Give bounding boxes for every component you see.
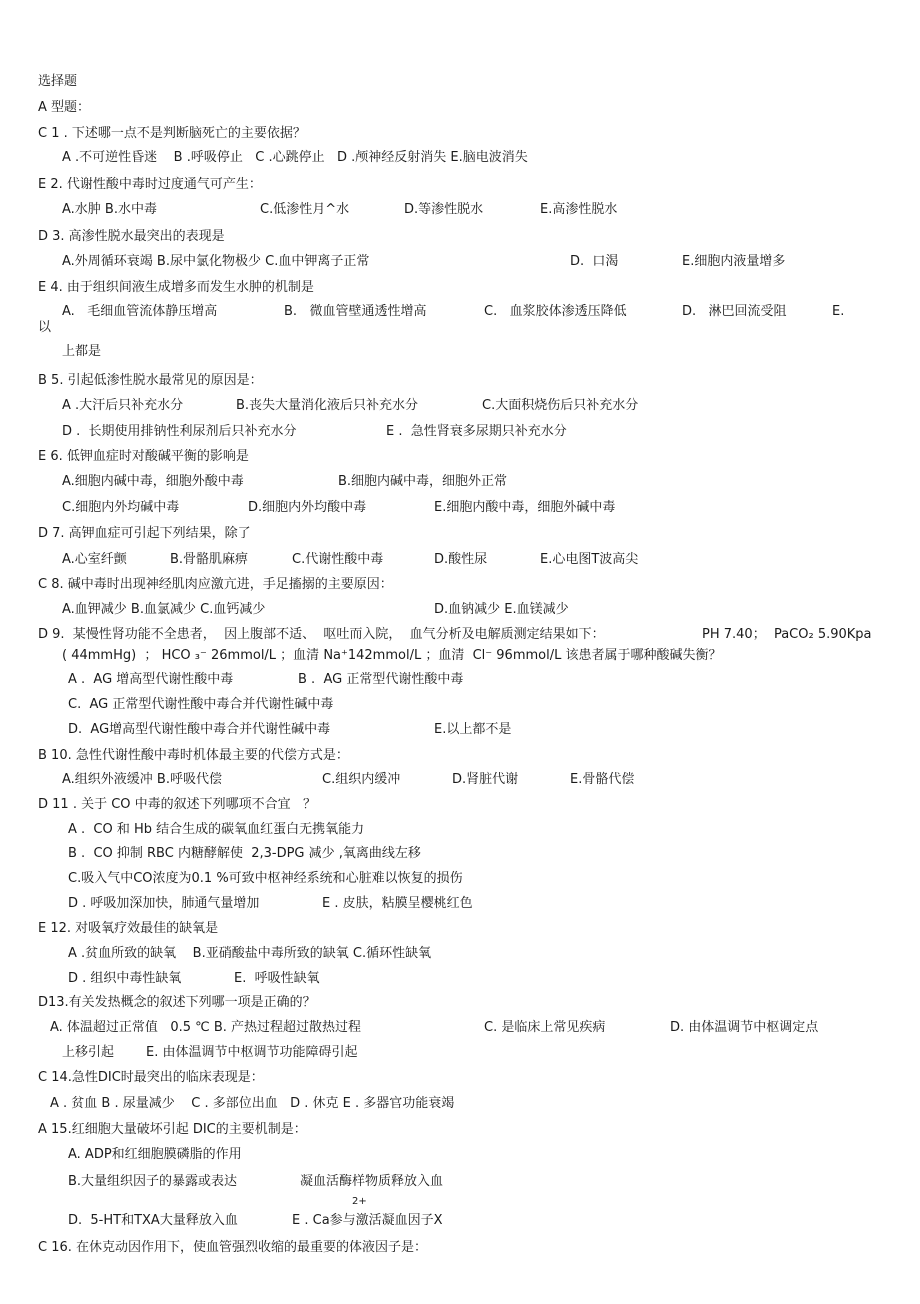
question-4-option-c: C. 血浆胶体渗透压降低 [484, 304, 627, 319]
question-11-option-c: C.吸入气中CO浓度为0.1 %可致中枢神经系统和心脏难以恢复的损伤 [68, 871, 463, 886]
question-5-stem: B 5. 引起低渗性脱水最常见的原因是： [38, 373, 263, 388]
question-11-option-a: A . CO 和 Hb 结合生成的碳氧血红蛋白无携氧能力 [68, 822, 365, 837]
question-11-option-e: E . 皮肤，粘膜呈樱桃红色 [322, 896, 473, 911]
question-4-stem: E 4. 由于组织间液生成增多而发生水肿的机制是 [38, 280, 314, 295]
question-10-option-ab: A.组织外液缓冲 B.呼吸代偿 [62, 772, 222, 787]
question-16-stem: C 16. 在休克动因作用下，使血管强烈收缩的最重要的体液因子是： [38, 1240, 428, 1255]
question-15-option-e: E . Ca参与激活凝血因子X [292, 1213, 443, 1228]
question-10-option-e: E.骨骼代偿 [570, 772, 635, 787]
question-3-option-d: D. 口渴 [570, 254, 619, 269]
question-6-option-e: E.细胞内酸中毒，细胞外碱中毒 [434, 500, 616, 515]
question-7-option-d: D.酸性尿 [434, 552, 488, 567]
question-11-option-b: B . CO 抑制 RBC 内糖酵解使 2,3-DPG 减少 ,氧离曲线左移 [68, 846, 421, 861]
question-5-option-b: B.丧失大量消化液后只补充水分 [236, 398, 419, 413]
question-15-option-d: D. 5-HT和TXA大量释放入血 [68, 1213, 238, 1228]
question-15-option-a: A. ADP和红细胞膜磷脂的作用 [68, 1147, 242, 1162]
question-11-option-d: D . 呼吸加深加快，肺通气量增加 [68, 896, 260, 911]
question-9-stem-line2: ( 44mmHg) ； HCO ₃⁻ 26mmol/L ；血清 Na⁺142mmol/L ；血清 Cl⁻ 96mmol/L 该患者属于哪种酸碱失衡？ [62, 648, 722, 663]
question-9-option-e: E.以上都不是 [434, 722, 512, 737]
question-8-option-abc: A.血钾减少 B.血氯减少 C.血钙减少 [62, 602, 266, 617]
question-5-option-c: C.大面积烧伤后只补充水分 [482, 398, 639, 413]
question-9-stem: D 9. 某慢性肾功能不全患者， 因上腹部不适、 呕吐而入院， 血气分析及电解质测定结果如下： [38, 627, 605, 642]
question-12-option-e: E. 呼吸性缺氧 [234, 971, 320, 986]
question-5-option-a: A .大汗后只补充水分 [62, 398, 184, 413]
question-2-option-ab: A.水肿 B.水中毒 [62, 202, 157, 217]
question-3-option-e: E.细胞内液量增多 [682, 254, 786, 269]
question-7-stem: D 7. 高钾血症可引起下列结果，除了 [38, 526, 251, 541]
question-12-option-abc: A .贫血所致的缺氧 B.亚硝酸盐中毒所致的缺氧 C.循环性缺氧 [68, 946, 432, 961]
question-15-option-b2: 凝血活酶样物质释放入血 [300, 1174, 444, 1189]
question-4-option-b: B. 微血管壁通透性增高 [284, 304, 427, 319]
question-8-option-de: D.血钠减少 E.血镁减少 [434, 602, 569, 617]
question-4-option-e-wrap: 以 [38, 320, 52, 335]
question-7-option-c: C.代谢性酸中毒 [292, 552, 384, 567]
question-13-stem: D13.有关发热概念的叙述下列哪一项是正确的？ [38, 995, 316, 1010]
question-11-stem: D 11 . 关于 CO 中毒的叙述下列哪项不合宜 ？ [38, 797, 317, 812]
question-2-option-d: D.等渗性脱水 [404, 202, 484, 217]
question-13-option-d: D. 由体温调节中枢调定点 [670, 1020, 819, 1035]
question-6-option-a: A.细胞内碱中毒，细胞外酸中毒 [62, 474, 244, 489]
type-a-heading: A 型题： [38, 100, 91, 115]
question-4-option-d: D. 淋巴回流受阻 [682, 304, 787, 319]
question-6-option-d: D.细胞内外均酸中毒 [248, 500, 367, 515]
question-13-option-ab: A. 体温超过正常值 0.5 ℃ B. 产热过程超过散热过程 [50, 1020, 362, 1035]
question-6-stem: E 6. 低钾血症时对酸碱平衡的影响是 [38, 449, 249, 464]
question-8-stem: C 8. 碱中毒时出现神经肌肉应激亢进，手足搐搦的主要原因： [38, 577, 393, 592]
question-6-option-c: C.细胞内外均碱中毒 [62, 500, 180, 515]
question-1-stem: C 1 . 下述哪一点不是判断脑死亡的主要依据？ [38, 126, 306, 141]
question-15-stem: A 15.红细胞大量破坏引起 DIC的主要机制是： [38, 1122, 307, 1137]
question-12-stem: E 12. 对吸氧疗效最佳的缺氧是 [38, 921, 219, 936]
question-2-stem: E 2. 代谢性酸中毒时过度通气可产生： [38, 177, 262, 192]
question-12-option-d: D . 组织中毒性缺氧 [68, 971, 182, 986]
question-10-stem: B 10. 急性代谢性酸中毒时机体最主要的代偿方式是： [38, 748, 349, 763]
question-9-ph-values: PH 7.40； PaCO₂ 5.90Kpa [702, 627, 872, 642]
section-title: 选择题 [38, 74, 78, 89]
question-14-options: A . 贫血 B . 尿量减少 C . 多部位出血 D . 休克 E . 多器官功能衰竭 [50, 1096, 455, 1111]
question-13-option-d-cont: 上移引起 [62, 1045, 115, 1060]
question-4-option-a: A. 毛细血管流体静压增高 [62, 304, 218, 319]
question-9-option-a: A . AG 增高型代谢性酸中毒 [68, 672, 234, 687]
question-7-option-e: E.心电图T波高尖 [540, 552, 639, 567]
question-7-option-a: A.心室纤颤 [62, 552, 127, 567]
question-10-option-d: D.肾脏代谢 [452, 772, 519, 787]
question-10-option-c: C.组织内缓冲 [322, 772, 401, 787]
question-2-option-e: E.高渗性脱水 [540, 202, 618, 217]
question-5-option-e: E . 急性肾衰多尿期只补充水分 [386, 424, 567, 439]
question-14-stem: C 14.急性DIC时最突出的临床表现是： [38, 1070, 264, 1085]
question-7-option-b: B.骨骼肌麻痹 [170, 552, 249, 567]
question-2-option-c: C.低渗性月^水 [260, 202, 350, 217]
question-13-option-c: C. 是临床上常见疾病 [484, 1020, 606, 1035]
question-9-option-d: D. AG增高型代谢性酸中毒合并代谢性碱中毒 [68, 722, 331, 737]
question-3-option-abc: A.外周循环衰竭 B.尿中氯化物极少 C.血中钾离子正常 [62, 254, 370, 269]
question-15-option-b: B.大量组织因子的暴露或表达 [68, 1174, 238, 1189]
question-9-option-b: B . AG 正常型代谢性酸中毒 [298, 672, 464, 687]
question-15-superscript: 2+ [352, 1196, 367, 1207]
question-3-stem: D 3. 高渗性脱水最突出的表现是 [38, 229, 225, 244]
question-4-option-e-cont: 上都是 [62, 344, 102, 359]
question-5-option-d: D . 长期使用排钠性利尿剂后只补充水分 [62, 424, 297, 439]
question-6-option-b: B.细胞内碱中毒，细胞外正常 [338, 474, 508, 489]
question-9-option-c: C. AG 正常型代谢性酸中毒合并代谢性碱中毒 [68, 697, 334, 712]
question-13-option-e: E. 由体温调节中枢调节功能障碍引起 [146, 1045, 358, 1060]
question-4-option-e: E. [832, 304, 845, 319]
question-1-options: A .不可逆性昏迷 B .呼吸停止 C .心跳停止 D .颅神经反射消失 E.脑电波消失 [62, 150, 528, 165]
